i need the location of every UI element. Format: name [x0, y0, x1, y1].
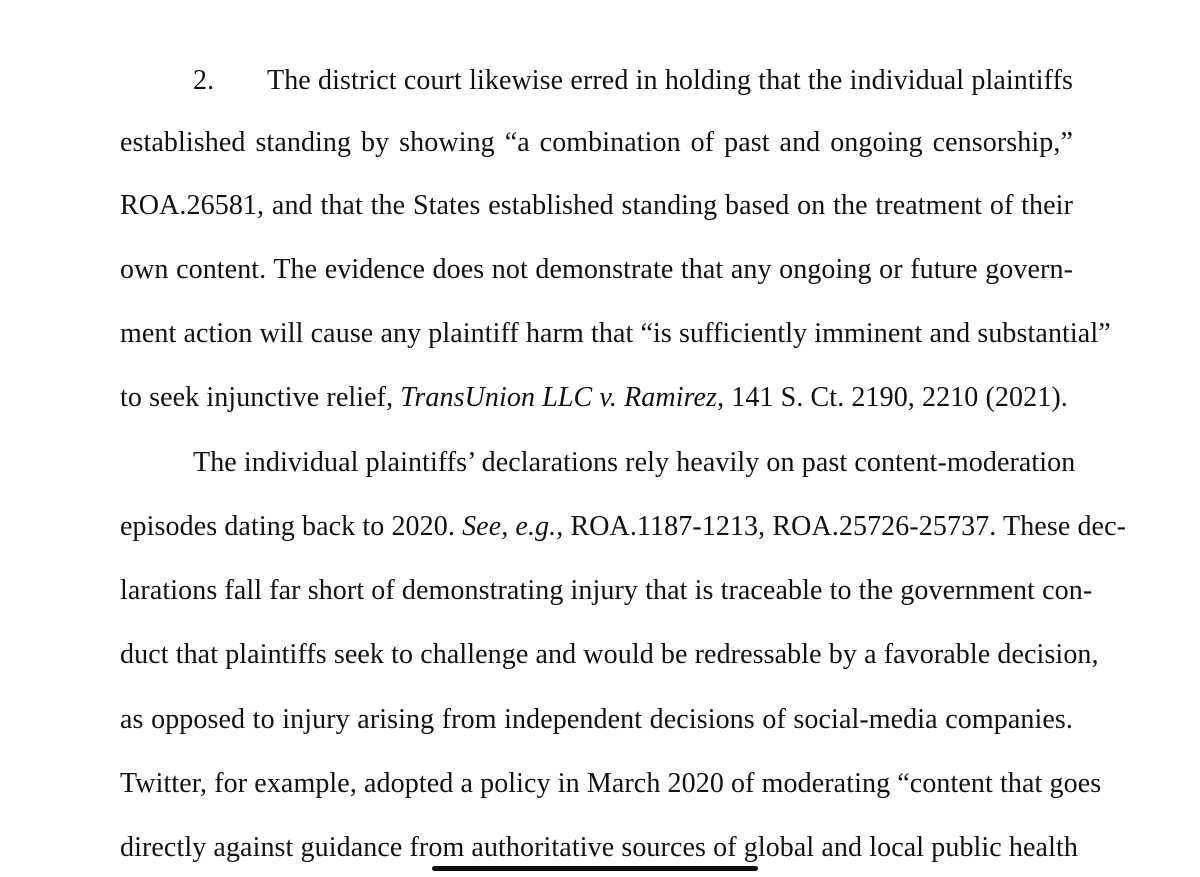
paragraph-2-line-2: episodes dating back to 2020. See, e.g., ROA.1187-1213, ROA.25726-25737. These dec-	[120, 511, 1127, 542]
paragraph-2-line-3: larations fall far short of demonstrating injury that is traceable to the government con-	[120, 575, 1093, 606]
paragraph-2-line-4: duct that plaintiffs seek to challenge and would be redressable by a favorable decision,	[120, 639, 1099, 670]
paragraph-2-line-1: The individual plaintiffs’ declarations rely heavily on past content-moderation	[193, 447, 1076, 478]
paragraph-2-line-7: directly against guidance from authoritative sources of global and local public health	[120, 832, 1078, 863]
paragraph-1-line-2: established standing by showing “a combination of past and ongoing censorship,”	[120, 127, 1073, 158]
paragraph-1-line-4: own content. The evidence does not demonstrate that any ongoing or future govern-	[120, 254, 1073, 285]
home-indicator[interactable]	[432, 866, 758, 871]
paragraph-1-line-1: 2. The district court likewise erred in holding that the individual plaintiffs	[193, 61, 1073, 101]
paragraph-1-line-6: to seek injunctive relief, TransUnion LLC v. Ramirez, 141 S. Ct. 2190, 2210 (2021).	[120, 382, 1068, 413]
citation-signal: See, e.g.,	[462, 511, 564, 542]
paragraph-2-line-6: Twitter, for example, adopted a policy in March 2020 of moderating “content that goes	[120, 768, 1102, 799]
paragraph-1-line-3: ROA.26581, and that the States established standing based on the treatment of their	[120, 190, 1073, 221]
paragraph-2-line-5: as opposed to injury arising from independent decisions of social-media companies.	[120, 704, 1073, 735]
paragraph-1-line-5: ment action will cause any plaintiff harm that “is sufficiently imminent and substantial”	[120, 318, 1111, 349]
paragraph-number: 2.	[193, 65, 215, 96]
case-citation: TransUnion LLC v. Ramirez	[400, 382, 718, 413]
